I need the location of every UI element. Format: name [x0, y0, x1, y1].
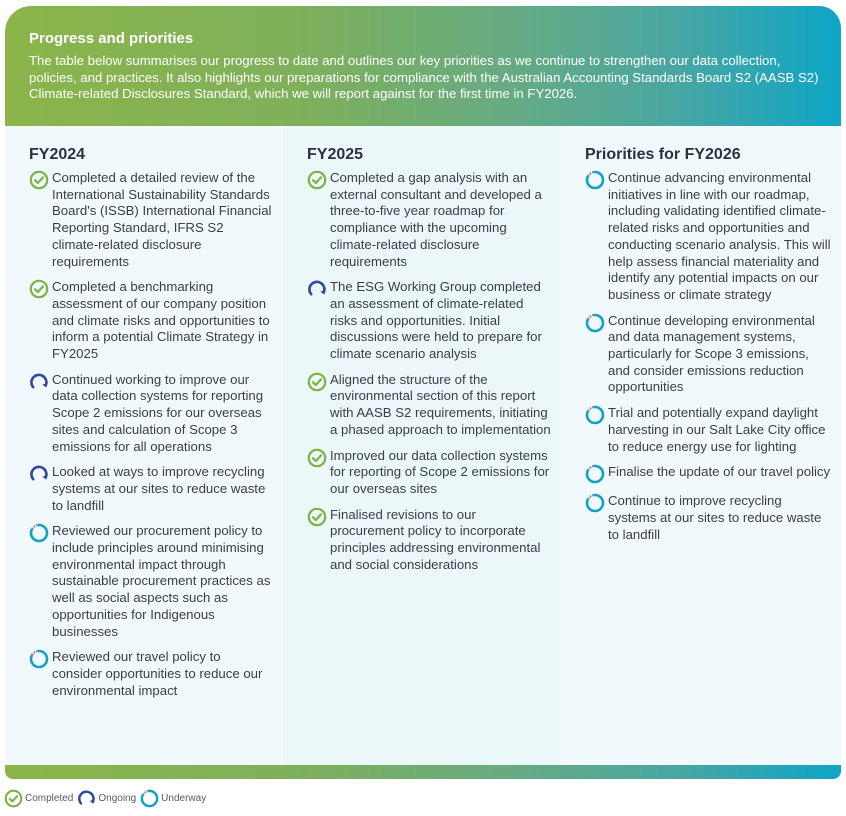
column-title: FY2024	[29, 146, 86, 163]
item-text: Finalise the update of our travel policy	[608, 464, 831, 480]
item-text: Completed a detailed review of the International Sustainability Standards Board's (ISSB) International Financial Reporting Standard, IFRS S2 climate-related disclosure requirements	[52, 170, 272, 269]
item-list	[29, 170, 273, 699]
progress-ring-icon	[140, 789, 159, 808]
check-circle-icon	[307, 448, 327, 468]
column-fy2024	[5, 126, 283, 765]
list-item	[29, 372, 273, 456]
item-text: Completed a benchmarking assessment of our company position and climate risks and opportunities to inform a potential Climate Strategy in FY2025	[52, 279, 270, 362]
item-text: Improved our data collection systems for reporting of Scope 2 emissions for our overseas sites	[330, 447, 550, 496]
column-priorities-fy2026	[561, 126, 841, 765]
progress-ring-icon	[585, 493, 605, 513]
section-description: The table below summarises our progress to date and outlines our key priorities as we continue to strengthen our data collection, policies, and practices. It also highlights our preparations for compliance with the Australian Accounting Standards Board S2 (AASB S2) Climate-related Disclosures Standard, which we will report against for the first time in FY2026.	[29, 53, 819, 102]
item-text: Reviewed our travel policy to consider opportunities to reduce our environmental impact	[52, 649, 263, 698]
legend-item-underway	[140, 789, 206, 808]
item-text: Continue advancing environmental initiatives in line with our roadmap, including validating identified climate-related risks and opportunities and conducting scenario analysis. This will help assess financial materiality and identify any potential impacts on our business or climate strategy	[608, 170, 831, 302]
list-item	[585, 405, 831, 455]
progress-ring-icon	[585, 464, 605, 484]
legend-label: Underway	[161, 793, 207, 804]
section-title: Progress and priorities	[29, 30, 194, 47]
list-item	[585, 313, 831, 397]
item-text: Continue to improve recycling systems at our sites to reduce waste to landfill	[608, 493, 822, 542]
check-circle-icon	[29, 279, 49, 299]
circular-arrow-icon	[29, 372, 49, 392]
item-text: Completed a gap analysis with an external consultant and developed a three-to-five year roadmap for compliance with the upcoming climate-related disclosure requirements	[330, 170, 542, 269]
progress-ring-icon	[29, 523, 49, 543]
check-circle-icon	[4, 789, 23, 808]
check-circle-icon	[307, 170, 327, 190]
legend-item-completed	[4, 789, 73, 808]
check-circle-icon	[307, 372, 327, 392]
legend-label: Ongoing	[98, 793, 137, 804]
legend-item-ongoing	[77, 789, 136, 808]
list-item	[307, 170, 551, 270]
list-item	[29, 464, 273, 514]
circular-arrow-icon	[77, 789, 96, 808]
item-text: Aligned the structure of the environmental section of this report with AASB S2 requirements, initiating a phased approach to implementation	[330, 371, 551, 437]
footer-gradient-bar	[5, 765, 841, 779]
circular-arrow-icon	[307, 279, 327, 299]
legend-label: Completed	[25, 793, 74, 804]
status-legend	[4, 789, 210, 808]
item-text: Reviewed our procurement policy to include principles around minimising environmental impact through sustainable procurement practices as well as social aspects such as opportunities for Indigenous businesses	[52, 523, 271, 639]
item-text: Looked at ways to improve recycling systems at our sites to reduce waste to landfill	[52, 464, 266, 513]
progress-ring-icon	[585, 313, 605, 333]
column-fy2025	[283, 126, 561, 765]
list-item	[585, 493, 831, 543]
list-item	[29, 523, 273, 640]
column-title: FY2025	[307, 146, 364, 163]
item-text: The ESG Working Group completed an assessment of climate-related risks and opportunities. Initial discussions were held to prepare for climate scenario analysis	[330, 279, 542, 362]
progress-ring-icon	[29, 649, 49, 669]
progress-table	[5, 126, 841, 765]
circular-arrow-icon	[29, 464, 49, 484]
column-title: Priorities for FY2026	[585, 146, 741, 163]
list-item	[307, 279, 551, 363]
check-circle-icon	[29, 170, 49, 190]
item-list	[585, 170, 831, 543]
list-item	[307, 507, 551, 574]
item-list	[307, 170, 551, 573]
list-item	[29, 649, 273, 699]
list-item	[307, 448, 551, 498]
list-item	[29, 170, 273, 270]
progress-ring-icon	[585, 170, 605, 190]
item-text: Finalised revisions to our procurement policy to incorporate principles addressing environmental and social considerations	[330, 506, 541, 572]
list-item	[585, 170, 831, 304]
progress-ring-icon	[585, 405, 605, 425]
item-text: Continue developing environmental and data management systems, particularly for Scope 3 emissions, and consider emissions reduction opportunities	[608, 312, 815, 395]
item-text: Trial and potentially expand daylight harvesting in our Salt Lake City office to reduce energy use for lighting	[608, 405, 826, 454]
item-text: Continued working to improve our data collection systems for reporting Scope 2 emissions for our overseas sites and calculation of Scope 3 emissions for all operations	[52, 371, 264, 454]
list-item	[29, 279, 273, 363]
header-banner	[5, 6, 841, 126]
list-item	[307, 372, 551, 439]
check-circle-icon	[307, 507, 327, 527]
list-item	[585, 464, 831, 484]
